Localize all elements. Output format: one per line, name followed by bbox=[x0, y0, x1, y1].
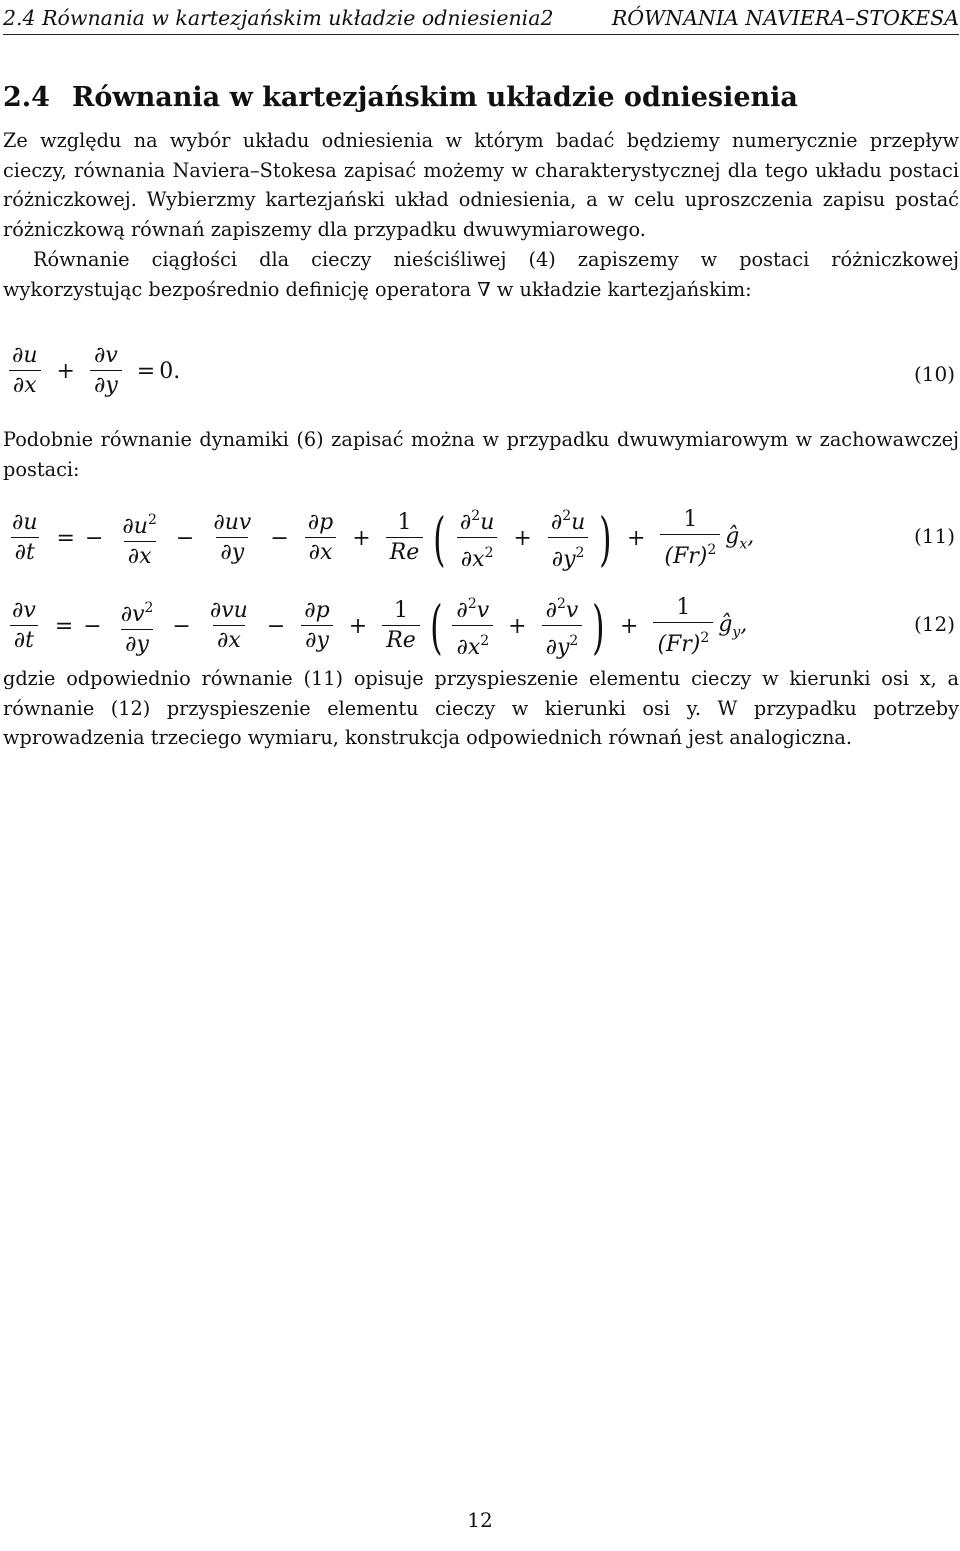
paragraph-dynamics: Podobnie równanie dynamiki (6) zapisać można w przypadku dwuwymiarowym w zachowawczej postaci: bbox=[3, 428, 959, 481]
section-title-text: Równania w kartezjańskim układzie odniesienia bbox=[71, 82, 798, 113]
paragraph-intro: Ze względu na wybór układu odniesienia w którym badać będziemy numerycznie przepływ cieczy, równania Naviera–Stokesa zapisać możemy w charakterystycznej dla tego układu postaci różniczkowej. Wybierzmy kartezjański układ odniesienia, a w celu uproszczenia zapisu postać różniczkową równań zapiszemy dla przypadku dwuwymiarowego. bbox=[3, 129, 959, 241]
running-header-right: RÓWNANIA NAVIERA–STOKESA bbox=[611, 6, 959, 30]
equation-10-body: $\frac{\partial u}{\partial x}$ + $\frac{\partial v}{\partial y}$ = 0. bbox=[3, 342, 180, 401]
section-title bbox=[3, 80, 798, 116]
header-rule bbox=[3, 34, 959, 35]
running-header bbox=[3, 5, 959, 31]
equation-number-12: (12) bbox=[913, 612, 955, 636]
fraction-du-dx: $\frac{\partial u}{\partial x}$ bbox=[8, 342, 42, 401]
page-number: 12 bbox=[467, 1508, 493, 1532]
equation-12-body: $\frac{\partial v}{\partial t}$ = − $\frac{\partial v^2}{\partial y}$ − $\frac{\partial vu}{\partial x}$ − $\frac{\partial p}{\partial y}$ + $\frac{1}{Re}$ ( $\frac{\partial^2v}{\partial x^2}$ + $\frac{\partial^2v}{\partial y^2}$ ) + $\frac{1}{(Fr)^2}$ $ĝ_y$, bbox=[3, 590, 747, 663]
section-number: 2.4 bbox=[3, 82, 50, 113]
paragraph-continuity: Równanie ciągłości dla cieczy nieściśliwej (4) zapiszemy w postaci różniczkowej wykorzystując bezpośrednio definicję operatora ∇ w układzie kartezjańskim: bbox=[3, 248, 959, 301]
equation-number-11: (11) bbox=[913, 524, 955, 548]
equation-number-10: (10) bbox=[913, 362, 955, 386]
equation-11-body: $\frac{\partial u}{\partial t}$ = − $\frac{\partial u^2}{\partial x}$ − $\frac{\partial uv}{\partial y}$ − $\frac{\partial p}{\partial x}$ + $\frac{1}{Re}$ ( $\frac{\partial^2u}{\partial x^2}$ + $\frac{\partial^2u}{\partial y^2}$ ) + $\frac{1}{(Fr)^2}$ $ĝ_x$, bbox=[3, 502, 754, 575]
equation-12 bbox=[3, 590, 959, 666]
equation-11 bbox=[3, 502, 959, 578]
equation-10 bbox=[3, 342, 959, 412]
fraction-dv-dy: $\frac{\partial v}{\partial y}$ bbox=[90, 342, 122, 401]
running-header-left: 2.4 Równania w kartezjańskim układzie odniesienia2 bbox=[3, 6, 554, 30]
paragraph-explanation: gdzie odpowiednio równanie (11) opisuje przyspieszenie elementu cieczy w kierunki osi x, a równanie (12) przyspieszenie elementu cieczy w kierunki osi y. W przypadku potrzeby wprowadzenia trzeciego wymiaru, konstrukcja odpowiednich równań jest analogiczna. bbox=[3, 667, 959, 750]
